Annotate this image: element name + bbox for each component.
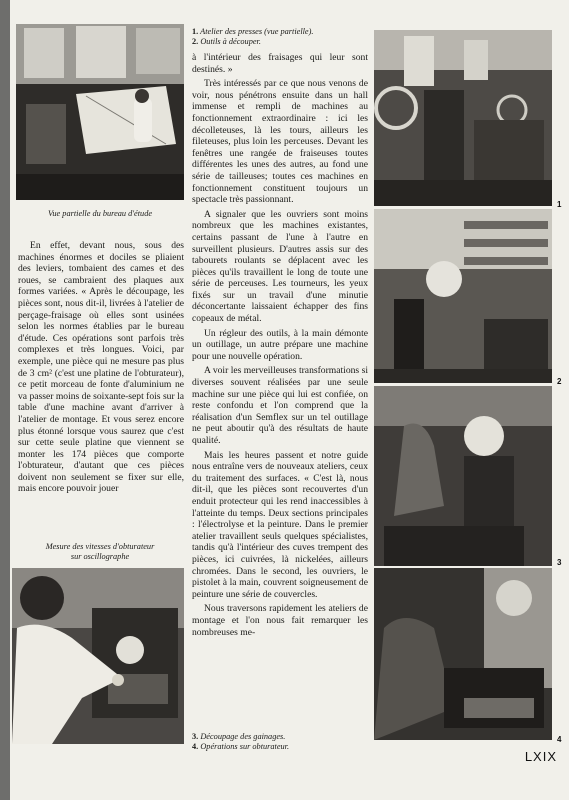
caption-bureau-etude: Vue partielle du bureau d'étude xyxy=(47,209,153,218)
column-2-text xyxy=(192,52,368,641)
photo-number-4: 4 xyxy=(557,735,562,744)
list-text: Atelier des presses (vue partielle). xyxy=(200,27,314,36)
list-item xyxy=(192,732,372,742)
photo-list-bottom xyxy=(192,732,372,752)
list-text: Opérations sur obturateur. xyxy=(200,742,290,751)
paragraph: A signaler que les ouvriers sont moins nombreux que les machines existantes, certains passant de l'une à l'autre en surveillent plusieurs. D'autres assis sur des tabourets roulants se déplacent avec les pièces qu'ils travaillent le long de toute une série de perceuses. Les tourneurs, les yeux fixés sur un travail d'une minutie déconcertante laissaient échapper des fins copeaux de métal. xyxy=(192,208,368,325)
list-item xyxy=(192,742,372,752)
caption-line: sur oscillographe xyxy=(70,552,130,561)
list-number: 1. xyxy=(192,27,199,36)
list-number: 2. xyxy=(192,37,199,46)
paragraph: à l'intérieur des fraisages qui leur sont destinés. » xyxy=(192,52,368,75)
paragraph: En effet, devant nous, sous des machines énormes et dociles se pliaient des leviers, tombaient des cames et des roues, se cambraient des plaques aux formes variées. « Après le découpage, les pièces sont, nous dit-il, livrées à l'atelier de perçage-fraisage où elles sont usinées selon les normes établies par le bureau d'étude. Ces opérations sont parfois très complexes et très longues. Voici, par exemple, une pièce qui ne mesure pas plus de 3 cm² (c'est une platine de l'obturateur), ce petit morceau de fonte d'aluminium ne va passer moins de soixante-sept fois sur la table d'une machine avant d'arriver à l'atelier de montage. Et vous serez encore plus étonné lorsque vous saurez que c'est sur cette seule platine que viennent se monter les 174 pièces que comporte l'obturateur, d'autant que ces pièces doivent non seulement se fixer sur elle, mais encore pouvoir jouer xyxy=(18,240,184,495)
photo-number-3: 3 xyxy=(557,558,562,567)
photo-atelier-presses xyxy=(374,30,552,206)
photo-operations-obturateur xyxy=(374,568,552,740)
magazine-page xyxy=(10,0,569,800)
photo-list-top xyxy=(192,27,372,47)
photo-number-1: 1 xyxy=(557,200,562,209)
photo-number-2: 2 xyxy=(557,377,562,386)
paragraph: A voir les merveilleuses transformations si diverses souvent réalisées par une seule machine sur une pièce qui lui est confiée, on reste confondu et l'on comprend que la réalisation d'un Semflex sur un tel outillage ne peut aboutir qu'à des résultats de haute qualité. xyxy=(192,365,368,446)
list-item xyxy=(192,27,372,37)
list-number: 3. xyxy=(192,732,199,741)
caption-oscillographe xyxy=(16,542,184,562)
list-item xyxy=(192,37,372,47)
list-text: Outils à découper. xyxy=(200,37,261,46)
photo-bureau-etude xyxy=(16,24,184,200)
column-1-text xyxy=(18,240,184,498)
photo-decoupage-gainages xyxy=(374,386,552,566)
list-text: Découpage des gainages. xyxy=(200,732,286,741)
paragraph: Très intéressés par ce que nous venons de voir, nous pénétrons ensuite dans un hall immense et rempli de machines au fonctionnement extraordinaire : ici les décolleteuses, là les tours, ailleurs les fileteuses, plus loin les perceuses. Devant les fenêtres une rangée de fraiseuses toutes différentes les unes des autres, au fond une série de tailleuses; toutes ces machines en fonctionnement constituent toujours un spectacle très passionnant. xyxy=(192,78,368,206)
paragraph: Mais les heures passent et notre guide nous entraîne vers de nouveaux ateliers, ceux du traitement des surfaces. « C'est là, nous dit-il, que les pièces sont recouvertes d'un enduit protecteur qui les rend inaccessibles à l'atteinte du temps. Deux sections principales : l'électrolyse et la peinture. Dans le premier atelier travaillent seuls quelques spécialistes, tandis qu'à l'intérieur des cuves trempent des pièces, ici cuivrées, là nickelées, ailleurs chromées. Dans le second, les ouvriers, le pistolet à la main, couvrent soigneusement de peinture une série de couvercles. xyxy=(192,449,368,600)
list-number: 4. xyxy=(192,742,199,751)
photo-outils-decouper xyxy=(374,209,552,383)
photo-oscillographe xyxy=(12,568,184,744)
caption-line: Mesure des vitesses d'obturateur xyxy=(45,542,155,551)
page-number: LXIX xyxy=(524,749,557,764)
paragraph: Nous traversons rapidement les ateliers de montage et l'on nous fait remarquer les nombreuses me- xyxy=(192,603,368,638)
paragraph: Un régleur des outils, à la main démonte un outillage, un autre prépare une machine pour une nouvelle opération. xyxy=(192,327,368,362)
